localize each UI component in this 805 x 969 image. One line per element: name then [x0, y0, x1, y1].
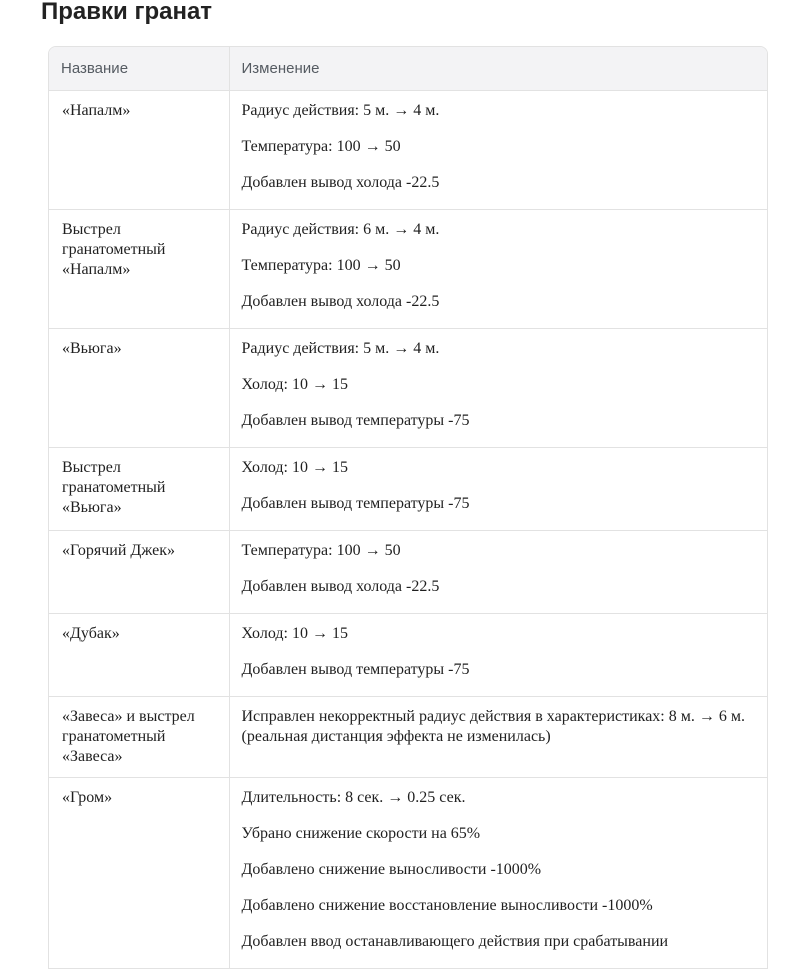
change-item: Добавлен вывод температуры -75	[241, 412, 470, 429]
change-item: Добавлен ввод останавливающего действия при срабатывании	[241, 933, 669, 950]
changes-cell	[229, 210, 767, 329]
change-item: Убрано снижение скорости на 65%	[241, 825, 481, 842]
changes-cell	[229, 697, 767, 778]
table-row	[49, 329, 767, 448]
column-header-change: Изменение	[229, 47, 767, 91]
grenade-name-cell: Выстрел гранатометный «Вьюга»	[49, 448, 229, 531]
change-item: Добавлен вывод температуры -75	[241, 495, 470, 512]
change-item: Добавлен вывод холода -22.5	[241, 174, 440, 191]
table-row	[49, 91, 767, 210]
change-item: Добавлен вывод температуры -75	[241, 661, 470, 678]
changes-cell	[229, 531, 767, 614]
grenade-name-cell: «Горячий Джек»	[49, 531, 229, 614]
changes-cell	[229, 329, 767, 448]
changes-cell	[229, 91, 767, 210]
grenade-name-cell: «Завеса» и выстрел гранатометный «Завеса»	[49, 697, 229, 778]
table-row	[49, 614, 767, 697]
change-item: Температура: 100 → 50	[241, 542, 401, 559]
grenade-name-cell: «Вьюга»	[49, 329, 229, 448]
grenade-name-cell: «Гром»	[49, 778, 229, 969]
change-item: Температура: 100 → 50	[241, 138, 401, 155]
grenade-name-cell: Выстрел гранатометный «Напалм»	[49, 210, 229, 329]
change-item: Холод: 10 → 15	[241, 376, 348, 393]
table-row	[49, 531, 767, 614]
change-item: Холод: 10 → 15	[241, 625, 348, 642]
table-row	[49, 210, 767, 329]
changes-cell	[229, 448, 767, 531]
changes-cell	[229, 778, 767, 969]
table-row	[49, 778, 767, 969]
change-item: Радиус действия: 5 м. → 4 м.	[241, 340, 440, 357]
change-item: Длительность: 8 сек. → 0.25 сек.	[241, 789, 466, 806]
changes-cell	[229, 614, 767, 697]
change-item: Добавлено снижение восстановление выносливости -1000%	[241, 897, 653, 914]
change-item: Добавлен вывод холода -22.5	[241, 293, 440, 310]
table-row	[49, 697, 767, 778]
change-item: Добавлен вывод холода -22.5	[241, 578, 440, 595]
change-item: Добавлено снижение выносливости -1000%	[241, 861, 542, 878]
table-row	[49, 448, 767, 531]
change-item: Температура: 100 → 50	[241, 257, 401, 274]
change-item: Радиус действия: 5 м. → 4 м.	[241, 102, 440, 119]
page-title: Правки гранат	[41, 0, 213, 25]
change-item: Исправлен некорректный радиус действия в характеристиках: 8 м. → 6 м. (реальная дистанция эффекта не изменилась)	[241, 708, 745, 745]
change-item: Радиус действия: 6 м. → 4 м.	[241, 221, 440, 238]
grenade-name-cell: «Напалм»	[49, 91, 229, 210]
grenade-name-cell: «Дубак»	[49, 614, 229, 697]
column-header-name: Название	[49, 47, 229, 91]
grenade-changes-table	[48, 46, 768, 969]
table-header-row	[49, 47, 767, 91]
change-item: Холод: 10 → 15	[241, 459, 348, 476]
